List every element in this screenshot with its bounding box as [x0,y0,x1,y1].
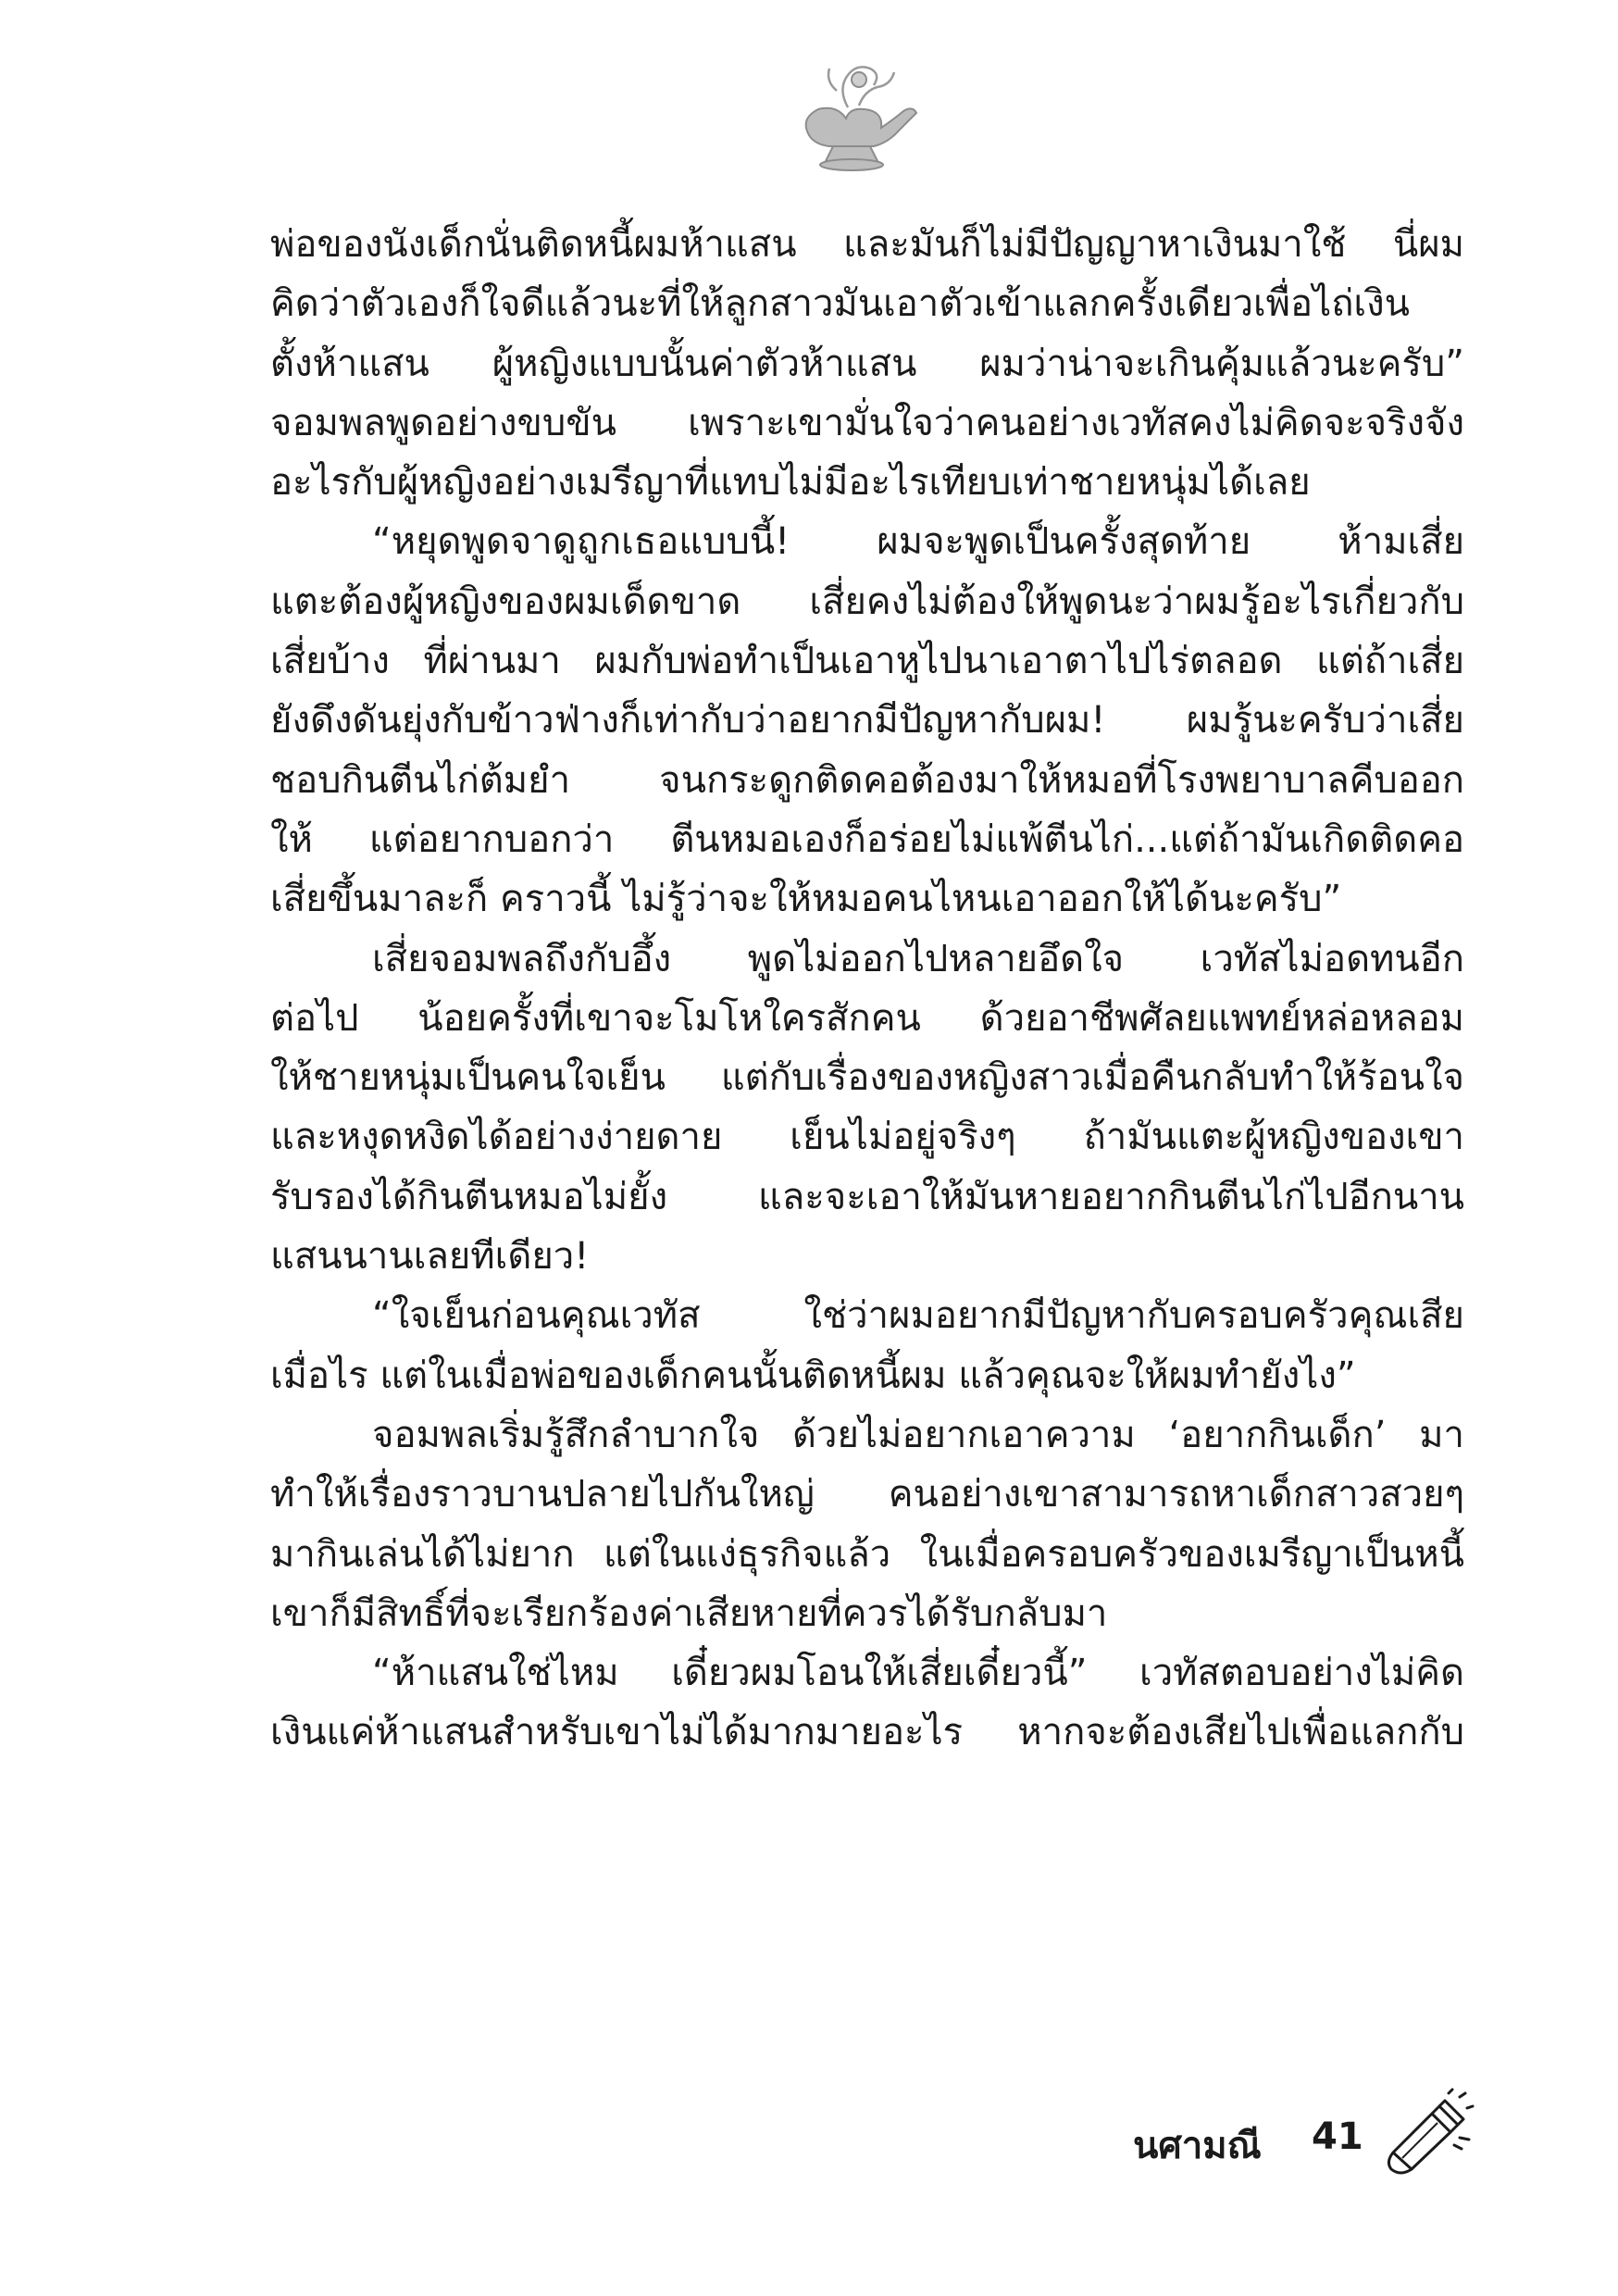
text-line: ให้ชายหนุ่มเป็นคนใจเย็น แต่กับเรื่องของหญิงสาวเมื่อคืนกลับทำให้ร้อนใจ [270,1056,1464,1100]
page-footer [1129,2088,1481,2180]
text-line: มากินเล่นได้ไม่ยาก แต่ในแง่ธุรกิจแล้ว ในเมื่อครอบครัวของเมรีญาเป็นหนี้ [270,1532,1464,1576]
text-line: และหงุดหงิดได้อย่างง่ายดาย เย็นไม่อยู่จริงๆ ถ้ามันแตะผู้หญิงของเขา [270,1116,1464,1159]
text-line: พ่อของนังเด็กนั่นติดหนี้ผมห้าแสน และมันก็ไม่มีปัญญาหาเงินมาใช้ นี่ผม [270,223,1464,266]
text-line: จอมพลพูดอย่างขบขัน เพราะเขามั่นใจว่าคนอย่างเวทัสคงไม่คิดจะจริงจัง [270,401,1464,444]
text-line: ให้ แต่อยากบอกว่า ตีนหมอเองก็อร่อยไม่แพ้ตีนไก่...แต่ถ้ามันเกิดติดคอ [270,817,1464,861]
text-line: เขาก็มีสิทธิ์ที่จะเรียกร้องค่าเสียหายที่ควรได้รับกลับมา [270,1591,1108,1635]
cocktail-shaker-icon [1375,2088,1476,2180]
text-line: ชอบกินตีนไก่ต้มยำ จนกระดูกติดคอต้องมาให้หมอที่โรงพยาบาลคีบออก [270,758,1464,802]
text-line: เสี่ยขึ้นมาละก็ คราวนี้ ไม่รู้ว่าจะให้หมอคนไหนเอาออกให้ได้นะครับ” [270,878,1342,921]
text-line: เมื่อไร แต่ในเมื่อพ่อของเด็กคนนั้นติดหนี้ผม แล้วคุณจะให้ผมทำยังไง” [270,1354,1356,1397]
text-line: ทำให้เรื่องราวบานปลายไปกันใหญ่ คนอย่างเขาสามารถหาเด็กสาวสวยๆ [270,1473,1464,1516]
text-line: แตะต้องผู้หญิงของผมเด็ดขาด เสี่ยคงไม่ต้องให้พูดนะว่าผมรู้อะไรเกี่ยวกับ [270,580,1464,623]
text-line: คิดว่าตัวเองก็ใจดีแล้วนะที่ให้ลูกสาวมันเอาตัวเข้าแลกครั้งเดียวเพื่อไถ่เงิน [270,282,1410,326]
text-line: รับรองได้กินตีนหมอไม่ยั้ง และจะเอาให้มันหายอยากกินตีนไก่ไปอีกนาน [270,1175,1464,1218]
text-line: อะไรกับผู้หญิงอย่างเมรีญาที่แทบไม่มีอะไรเทียบเท่าชายหนุ่มได้เลย [270,461,1311,505]
body-text [270,215,1464,1763]
genie-lamp-icon [781,54,920,172]
text-line: แสนนานเลยทีเดียว! [270,1235,590,1279]
page-number: 41 [1312,2115,1363,2158]
text-line: “ห้าแสนใช่ไหม เดี๋ยวผมโอนให้เสี่ยเดี๋ยวนี้” เวทัสตอบอย่างไม่คิด [372,1652,1464,1695]
text-line: ต่อไป น้อยครั้งที่เขาจะโมโหใครสักคน ด้วยอาชีพศัลยแพทย์หล่อหลอม [270,996,1464,1040]
book-title: นศามณี [1133,2125,1262,2167]
text-line: “หยุดพูดจาดูถูกเธอแบบนี้! ผมจะพูดเป็นครั้งสุดท้าย ห้ามเสี่ย [372,520,1464,564]
text-line: ตั้งห้าแสน ผู้หญิงแบบนั้นค่าตัวห้าแสน ผมว่าน่าจะเกินคุ้มแล้วนะครับ” [270,342,1464,385]
text-line: จอมพลเริ่มรู้สึกลำบากใจ ด้วยไม่อยากเอาความ ‘อยากกินเด็ก’ มา [372,1413,1464,1456]
text-line: เสี่ยจอมพลถึงกับอึ้ง พูดไม่ออกไปหลายอึดใจ เวทัสไม่อดทนอีก [372,937,1464,980]
text-line: ยังดึงดันยุ่งกับข้าวฟ่างก็เท่ากับว่าอยากมีปัญหากับผม! ผมรู้นะครับว่าเสี่ย [270,699,1464,742]
text-line: เงินแค่ห้าแสนสำหรับเขาไม่ได้มากมายอะไร หากจะต้องเสียไปเพื่อแลกกับ [270,1711,1464,1754]
text-line: เสี่ยบ้าง ที่ผ่านมา ผมกับพ่อทำเป็นเอาหูไปนาเอาตาไปไร่ตลอด แต่ถ้าเสี่ย [270,640,1464,683]
text-line: “ใจเย็นก่อนคุณเวทัส ใช่ว่าผมอยากมีปัญหากับครอบครัวคุณเสีย [372,1294,1464,1338]
